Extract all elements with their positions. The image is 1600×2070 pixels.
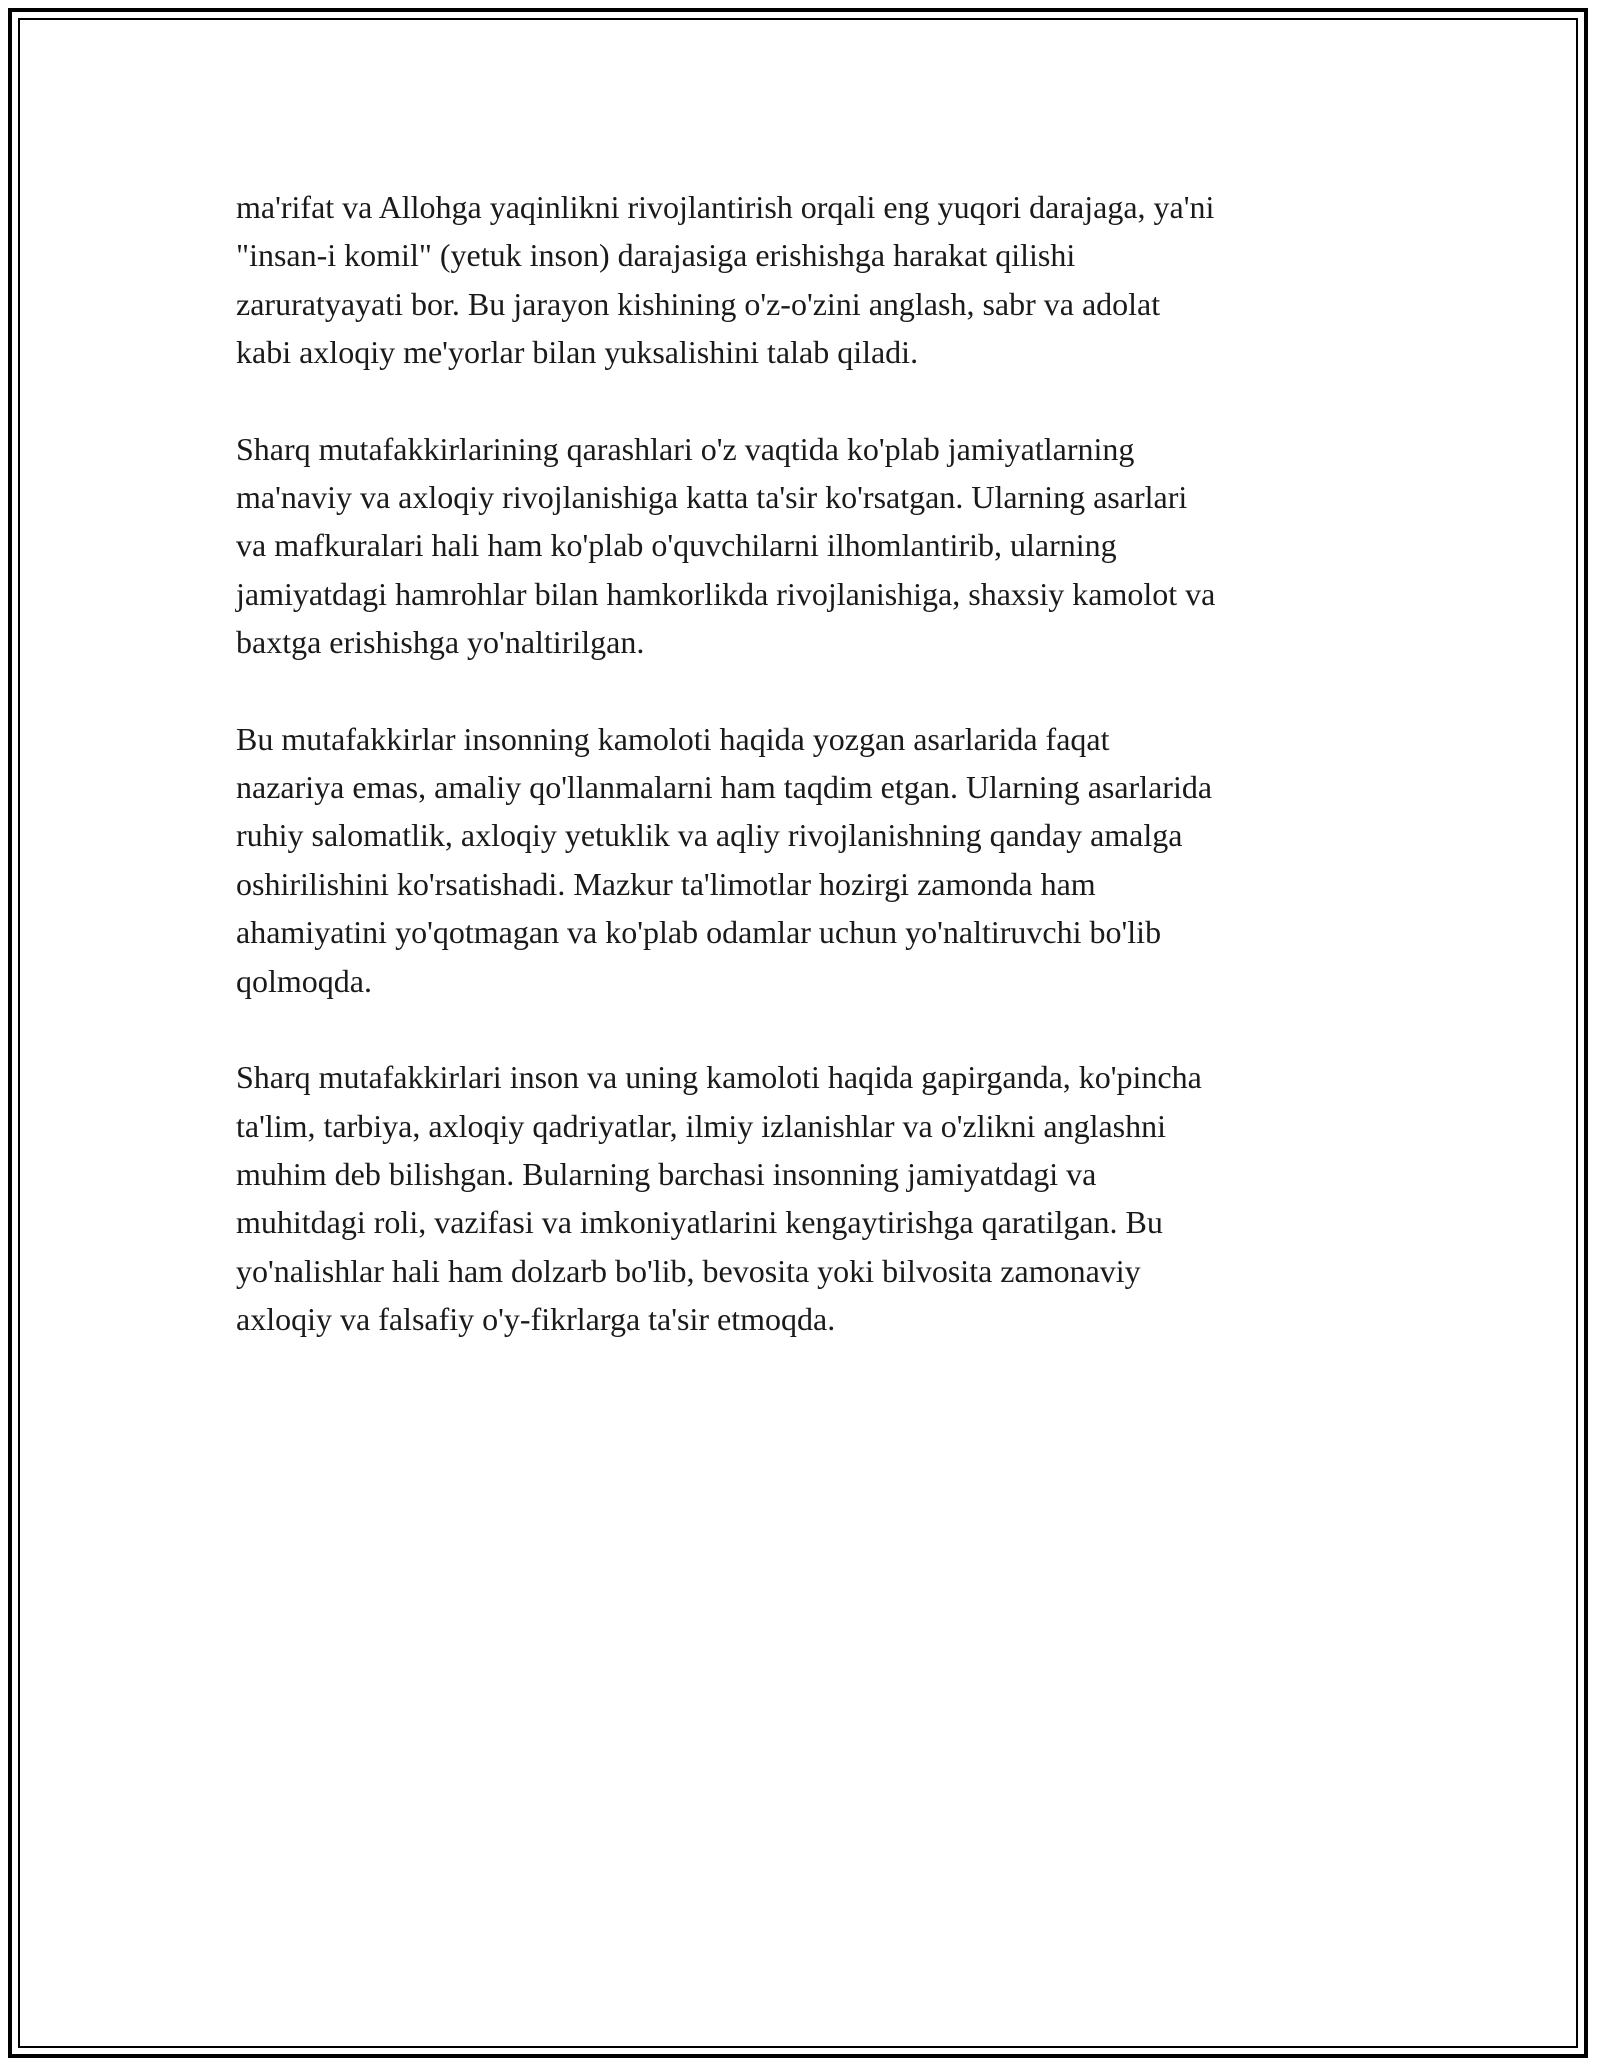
paragraph-2: Sharq mutafakkirlarining qarashlari o'z vaqtida ko'plab jamiyatlarning ma'naviy va axloqiy rivojlanishiga katta ta'sir ko'rsatgan. Ularning asarlari va mafkuralari hali ham ko'plab o'quvchilarni ilhomlantirib, ularning jamiyatdagi hamrohlar bilan hamkorlikda rivojlanishiga, shaxsiy kamolot va baxtga erishishga yo'naltirilgan. [236,430,1216,661]
paragraph-3: Bu mutafakkirlar insonning kamoloti haqida yozgan asarlarida faqat nazariya emas, amaliy qo'llanmalarni ham taqdim etgan. Ularning asarlarida ruhiy salomatlik, axloqiy yetuklik va aqliy rivojlanishning qanday amalga oshirilishini ko'rsatishadi. Mazkur ta'limotlar hozirgi zamonda ham ahamiyatini yo'qotmagan va ko'plab odamlar uchun yo'naltiruvchi bo'lib qolmoqda. [236,720,1213,999]
paragraph-4: Sharq mutafakkirlari inson va uning kamoloti haqida gapirganda, ko'pincha ta'lim, tarbiya, axloqiy qadriyatlar, ilmiy izlanishlar va o'zlikni anglashni muhim deb bilishgan. Bularning barchasi insonning jamiyatdagi va muhitdagi roli, vazifasi va imkoniyatlarini kengaytirishga qaratilgan. Bu yo'nalishlar hali ham dolzarb bo'lib, bevosita yoki bilvosita zamonaviy axloqiy va falsafiy o'y-fikrlarga ta'sir etmoqda. [236,1059,1202,1338]
paragraph-1: ma'rifat va Allohga yaqinlikni rivojlantirish orqali eng yuqori darajaga, ya'ni "insan-i komil" (yetuk inson) darajasiga erishishga harakat qilishi zaruratyayati bor. Bu jarayon kishining o'z-o'zini anglash, sabr va adolat kabi axloqiy me'yorlar bilan yuksalishini talab qiladi. [236,189,1215,371]
document-body [236,183,1366,1392]
